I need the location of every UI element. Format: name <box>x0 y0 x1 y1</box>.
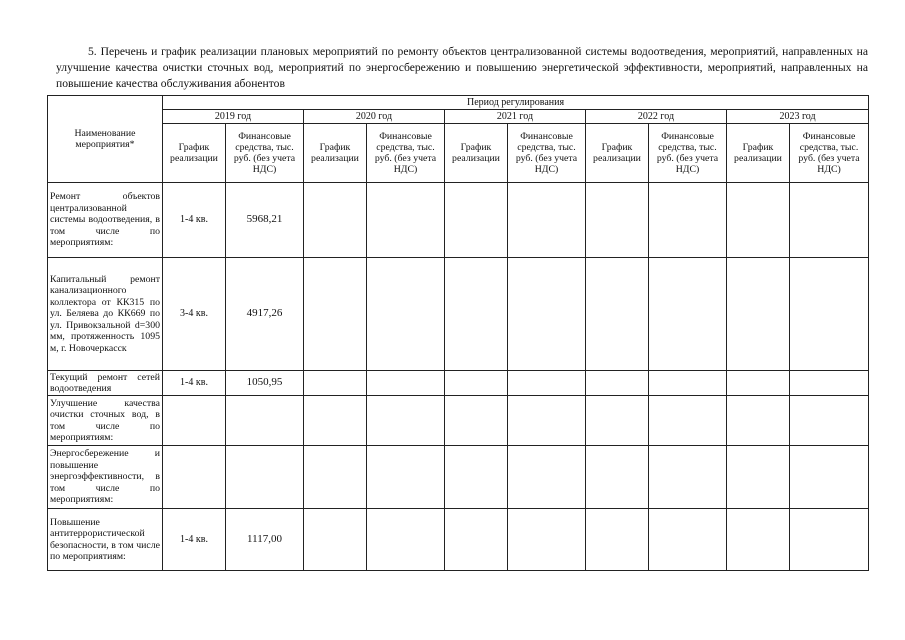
row-amount-2019: 5968,21 <box>226 183 304 258</box>
row-name: Улучшение качества очистки сточных вод, в том числе по мероприятиям: <box>48 396 163 446</box>
row-schedule-2019: 1-4 кв. <box>163 183 226 258</box>
schedule-header: График реализации <box>163 124 226 183</box>
header-row-years <box>48 110 869 124</box>
row-schedule-2019 <box>163 396 226 446</box>
schedule-header: График реализации <box>727 124 790 183</box>
table-row <box>48 446 869 509</box>
row-schedule-2019: 3-4 кв. <box>163 258 226 371</box>
row-name: Повышение антитеррористической безопасности, в том числе по мероприятиям: <box>48 509 163 571</box>
period-header: Период регулирования <box>163 96 869 110</box>
row-amount-2019 <box>226 446 304 509</box>
table-row <box>48 396 869 446</box>
year-header: 2021 год <box>445 110 586 124</box>
year-header: 2019 год <box>163 110 304 124</box>
schedule-header: График реализации <box>586 124 649 183</box>
table-row <box>48 509 869 571</box>
row-schedule-2019: 1-4 кв. <box>163 509 226 571</box>
section-heading <box>56 44 868 92</box>
row-schedule-2019: 1-4 кв. <box>163 371 226 396</box>
row-amount-2019: 4917,26 <box>226 258 304 371</box>
year-header: 2022 год <box>586 110 727 124</box>
header-row-sub <box>48 124 869 183</box>
year-header: 2023 год <box>727 110 869 124</box>
finance-header: Финансовые средства, тыс. руб. (без учета НДС) <box>226 124 304 183</box>
schedule-header: График реализации <box>445 124 508 183</box>
plan-table <box>47 95 869 571</box>
row-schedule-2019 <box>163 446 226 509</box>
name-column-header: Наименование мероприятия* <box>48 96 163 183</box>
header-row-period <box>48 96 869 110</box>
finance-header: Финансовые средства, тыс. руб. (без учета НДС) <box>508 124 586 183</box>
row-amount-2019 <box>226 396 304 446</box>
row-amount-2019: 1117,00 <box>226 509 304 571</box>
section-heading-text: 5. Перечень и график реализации плановых мероприятий по ремонту объектов централизованной системы водоотведения, мероприятий, направленных на улучшение качества очистки сточных вод, мероприятий по энергосбережению и повышению энергетической эффективности, мероприятий, направленных на повышение качества обслуживания абонентов <box>56 45 868 90</box>
row-name: Текущий ремонт сетей водоотведения <box>48 371 163 396</box>
finance-header: Финансовые средства, тыс. руб. (без учета НДС) <box>649 124 727 183</box>
row-name: Энергосбережение и повышение энергоэффективности, в том числе по мероприятиям: <box>48 446 163 509</box>
schedule-header: График реализации <box>304 124 367 183</box>
finance-header: Финансовые средства, тыс. руб. (без учета НДС) <box>790 124 869 183</box>
table-row <box>48 258 869 371</box>
finance-header: Финансовые средства, тыс. руб. (без учета НДС) <box>367 124 445 183</box>
year-header: 2020 год <box>304 110 445 124</box>
row-name: Ремонт объектов централизованной системы водоотведения, в том числе по мероприятиям: <box>48 183 163 258</box>
table-row <box>48 371 869 396</box>
row-amount-2019: 1050,95 <box>226 371 304 396</box>
row-name: Капитальный ремонт канализационного коллектора от КК315 по ул. Беляева до КК669 по ул. Привокзальной d=300 мм, протяженность 1095 м, г. Новочеркасск <box>48 258 163 371</box>
table-row <box>48 183 869 258</box>
